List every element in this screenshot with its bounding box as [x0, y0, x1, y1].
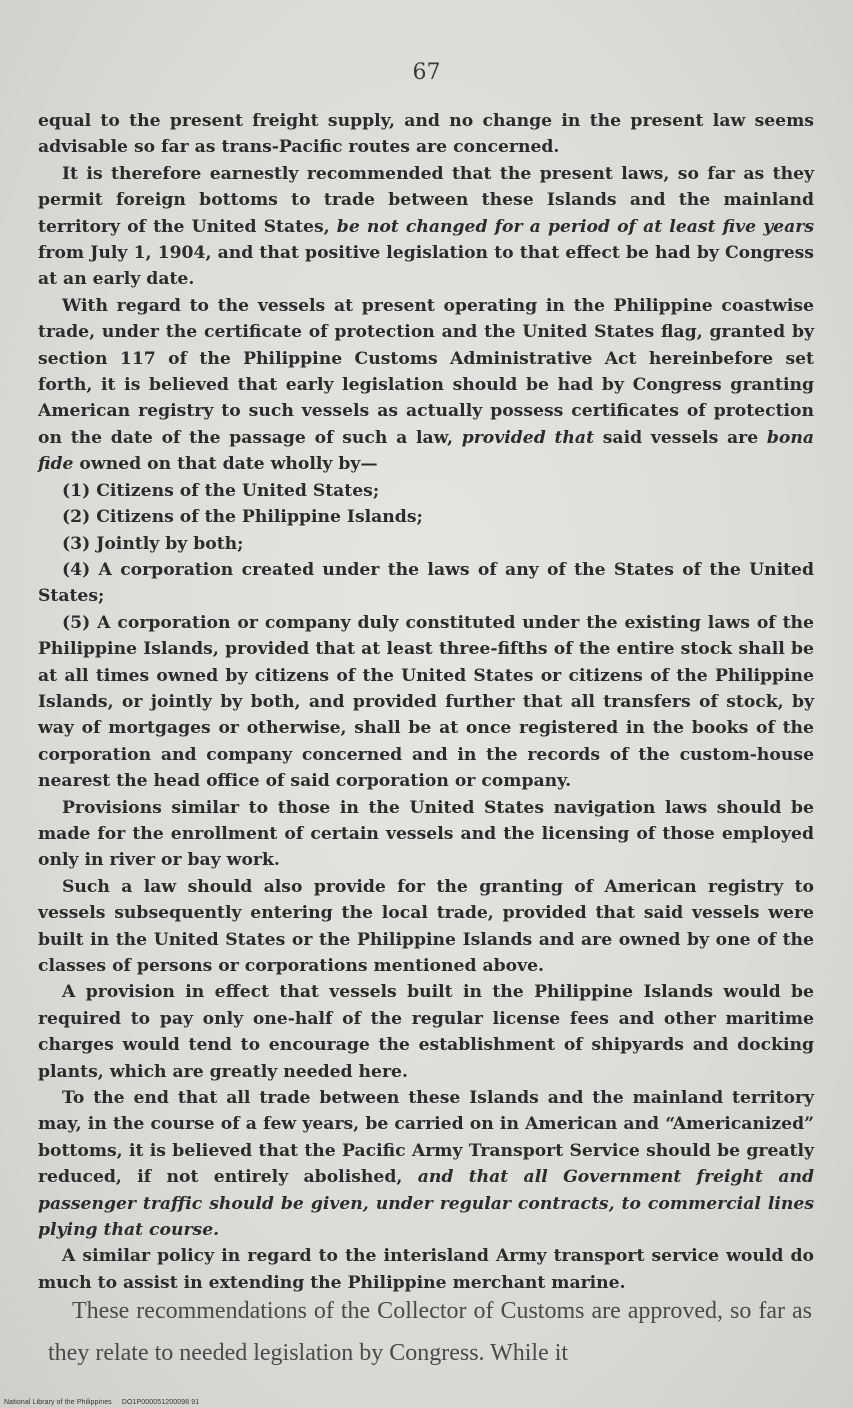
footer-library: National Library of the Philippines — [4, 1399, 112, 1406]
paragraph-shipyards: A provision in effect that vessels built in the Philippine Islands would be required to pay only one-half of the regular license fees and other maritime charges would tend to encourage the establishment of shipyards and docking plants, which are greatly needed here. — [38, 982, 814, 1082]
paragraph-coastwise-text-c: owned on that date wholly by— — [73, 454, 378, 475]
list-item-citizens-ph: (2) Citizens of the Philippine Islands; — [62, 507, 423, 528]
paragraph-coastwise-emphasis-provided: provided that — [461, 427, 595, 448]
scan-footer — [4, 1399, 199, 1406]
paragraph-enrollment: Provisions similar to those in the United States navigation laws should be made for the enrollment of certain vessels and the licensing of those employed only in river or bay work. — [38, 797, 814, 871]
paragraph-recommendation-text-b: from July 1, 1904, and that positive legislation to that effect be had by Congress at an early date. — [38, 243, 814, 290]
paragraph-freight: equal to the present freight supply, and no change in the present law seems advisable so far as trans-Pacific routes are concerned. — [38, 111, 814, 158]
paragraph-transport — [38, 1085, 814, 1243]
paragraph-coastwise — [38, 293, 814, 478]
paragraph-transport-emphasis: and that all Government freight and passenger traffic should be given, under regular contracts, to commercial lines plying that course. — [38, 1167, 814, 1241]
paragraph-interisland: A similar policy in regard to the interisland Army transport service would do much to assist in extending the Philippine merchant marine. — [38, 1246, 814, 1293]
paragraph-coastwise-emphasis-bona-fide: bona fide — [38, 427, 814, 475]
paragraph-recommendation-text-a: It is therefore earnestly recommended that the present laws, so far as they permit foreign bottoms to trade between these Islands and the mainland territory of the United States, — [38, 163, 814, 237]
list-item-citizens-us: (1) Citizens of the United States; — [62, 480, 380, 501]
list-item-jointly: (3) Jointly by both; — [62, 533, 244, 554]
paragraph-recommendation — [38, 161, 814, 293]
report-body — [38, 108, 814, 1296]
recommendation-text: These recommendations of the Collector of Customs are approved, so far as they relate to needed legislation by Congress. While it — [48, 1298, 812, 1366]
paragraph-coastwise-text-b: said vessels are — [594, 427, 767, 448]
list-item-ph-corporation: (5) A corporation or company duly constituted under the existing laws of the Philippine Islands, provided that at least three-fifths of the entire stock shall be at all times owned by citizens of the United States or citizens of the Philippine Islands, or jointly by both, and provided further that all transfers of stock, by way of mortgages or otherwise, shall be at once registered in the books of the corporation and company concerned and in the records of the custom-house nearest the head office of said corporation or company. — [38, 612, 814, 792]
list-item-us-corporation: (4) A corporation created under the laws of any of the States of the United States; — [38, 559, 814, 607]
paragraph-registry: Such a law should also provide for the granting of American registry to vessels subsequently entering the local trade, provided that said vessels were built in the United States or the Philippine Islands and are owned by one of the classes of persons or corporations mentioned above. — [38, 876, 814, 976]
paragraph-recommendation-emphasis: be not changed for a period of at least five years — [336, 216, 814, 237]
footer-code: DO1P000051200098 91 — [121, 1399, 200, 1406]
paragraph-coastwise-text-a: With regard to the vessels at present operating in the Philippine coastwise trade, under the certificate of protection and the United States flag, granted by section 117 of the Philippine Customs Administrative Act hereinbefore set forth, it is believed that early legislation should be had by Congress granting American registry to such vessels as actually possess certificates of protection on the date of the passage of such a law, — [38, 295, 814, 448]
paragraph-transport-text: To the end that all trade between these Islands and the mainland territory may, in the course of a few years, be carried on in American and “Americanized” bottoms, it is believed that the Pacific Army Transport Service should be greatly reduced, if not entirely abolished, — [38, 1088, 814, 1188]
page-number: 67 — [412, 60, 441, 85]
governor-recommendation — [48, 1290, 812, 1374]
